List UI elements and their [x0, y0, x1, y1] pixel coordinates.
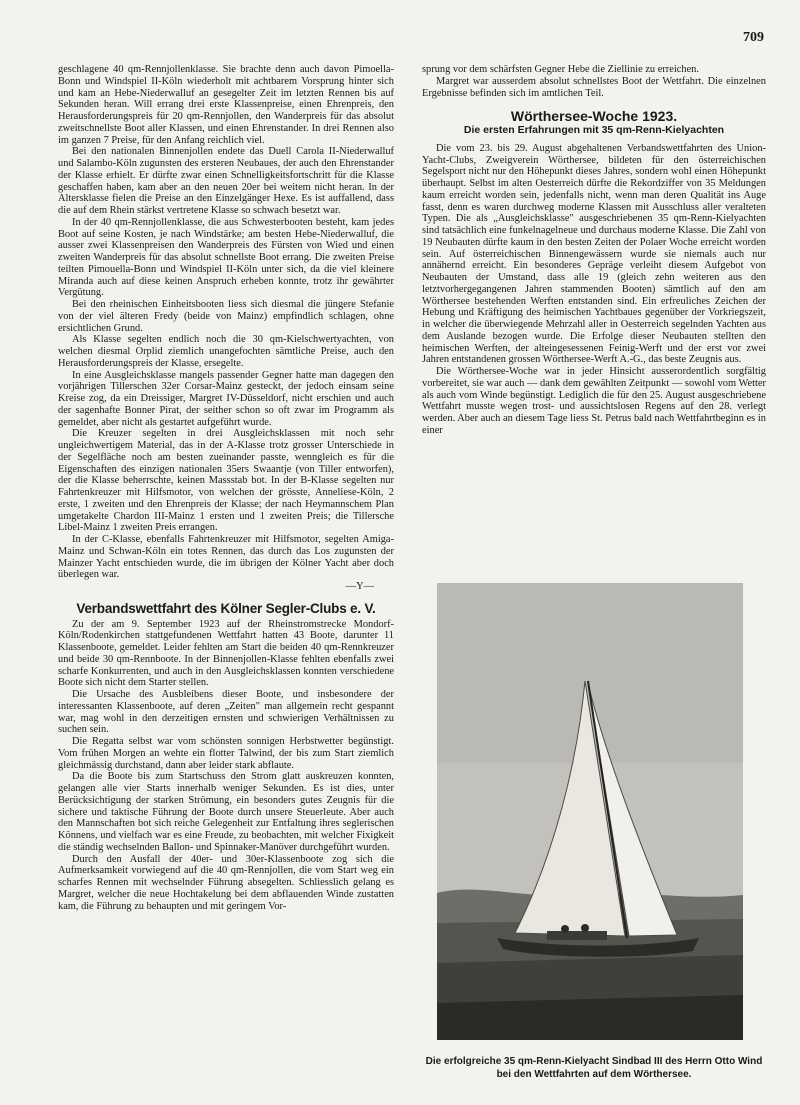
- right-column: [422, 64, 766, 437]
- article-paragraph: Die Ursache des Ausbleibens dieser Boote, und insbesondere der interessanten Klassenboote, auf deren „Zeiten" man allgemein recht gespannt war, mag wohl in den derzeitigen ernsten und schwierigen Verhältnissen zu suchen sein.: [58, 689, 394, 736]
- article-paragraph: Durch den Ausfall der 40er- und 30er-Klassenboote zog sich die Aufmerksamkeit vorwiegend auf die 40 qm-Rennjollen, die vom Start weg ein scharfes Rennen mit wechselnder Führung absegelten. Schliesslich gelang es Margret, welcher die neue Hochtakelung bei dem abflauenden Winde zustatten kam, die Führung zu behaupten und mit geringem Vor-: [58, 853, 394, 912]
- article-paragraph: Die Kreuzer segelten in drei Ausgleichsklassen mit noch sehr ungleichwertigem Material, das in der A-Klasse trotz grosser Unterschiede in der Segelfläche noch am besten zueinander passte, wenngleich es für die Eigenschaften des einzigen nationalen 35ers Swaantje (von Tiller entworfen), der die Klasse beherrschte, keinen Massstab bot. In der B-Klasse segelten nur Fahrtenkreuzer mit Hilfsmotor, von welchen der grösste, Anneliese-Köln, 2 erste, 1 zweiten und den Ehrenpreis der Klasse; der nach Heymannschem Plan umgetakelte Chardon III-Mainz 1 ersten und 1 zweiten Preis; die Tillersche Libel-Mainz 1 zweiten Preis errangen.: [58, 428, 394, 534]
- article-paragraph: sprung vor dem schärfsten Gegner Hebe die Ziellinie zu erreichen.: [422, 64, 699, 75]
- article-paragraph: geschlagene 40 qm-Rennjollenklasse. Sie brachte denn auch davon Pimoella-Bonn und Windspiel II-Köln wiederholt mit achtbarem Vorsprung hinter sich und kam an Hebe-Niederwalluf an gesegelter Zeit im letzten Rennen bis auf Sekunden heran. Will errang drei erste Klassenpreise, einen Ehrenpreis, den Herausforderungspreis für 20 qm-Rennjollen, den Wanderpreis für das absolut zweitschnellste Boot aller Klassen, und einen Ehrenstander. In drei Rennen also im ganzen 7 Preise, für den Anfang reichlich viel.: [58, 64, 394, 146]
- article-paragraph: Bei den rheinischen Einheitsbooten liess sich diesmal die jüngere Stefanie von der viel älteren Fredy (beide von Mainz) empfindlich schlagen, ohne ersichtlichen Grund.: [58, 299, 394, 334]
- article-paragraph: In eine Ausgleichsklasse mangels passender Gegner hatte man dagegen den vorjährigen Tillerschen 32er Corsar-Mainz gesteckt, der jedoch einsam seine Kreise zog, da ein Dreissiger, Margret IV-Düsseldorf, nicht erschien und auch der sagenhafte Bonner Pirat, der seither schon so oft zwar im Programm als gemeldet, aber nicht als gestartet aufgeführt wurde.: [58, 369, 394, 428]
- article-paragraph: Als Klasse segelten endlich noch die 30 qm-Kielschwertyachten, von welchen diesmal Orplid ziemlich unangefochten sämtliche Preise, auch den Herausforderungspreis der Klasse, ersegelte.: [58, 334, 394, 369]
- article-heading: Wörthersee-Woche 1923.: [510, 108, 678, 125]
- section-heading: Verbandswettfahrt des Kölner Segler-Clubs e. V.: [76, 600, 376, 616]
- article-paragraph: In der C-Klasse, ebenfalls Fahrtenkreuzer mit Hilfsmotor, segelten Amiga-Mainz und Schwan-Köln ein totes Rennen, das durch das Los zugunsten der Mainzer Yacht entschieden wurde, die im übrigen der Kölner Yacht aber doch überlegen war.: [58, 534, 394, 581]
- article-paragraph: Da die Boote bis zum Startschuss den Strom glatt auskreuzen konnten, gelangen alle vier Starts innerhalb weniger Sekunden. Es ist dies, unter Berücksichtigung der starken Strömung, ein besonders gutes Zeugnis für die sichere und taktische Führung der Boote durch unsere Steuerleute. Aber auch den Mannschaften bot sich reiche Gelegenheit zur Entfaltung ihres seglerischen Könnens, und vielfach war es eine Freude, zu beobachten, mit welcher Fixigkeit die ständig wechselnden Ballon- und Spinnaker-Manöver durchgeführt wurden.: [58, 771, 394, 853]
- sailboat-photo: [437, 583, 743, 1040]
- author-signature: —Y—: [345, 581, 374, 592]
- article-paragraph: Die vom 23. bis 29. August abgehaltenen Verbandswettfahrten des Union-Yacht-Clubs, Zweigverein Wörthersee, bildeten für den österreichischen Segelsport nicht nur den Höhepunkt dieses Jahres, sondern wohl einen Höhepunkt überhaupt. Selbst im alten Oesterreich dürfte die Rekordziffer von 35 Meldungen kaum erreicht worden sein, jedenfalls nicht, wenn man deren Qualität ins Auge fasst, denn es waren durchweg moderne Klassen mit Ausschluss aller veralteten Typen. Die als „Ausgleichsklasse" ausgeschriebenen 35 qm-Renn-Kielyachten sind tatsächlich eine funkelnagelneue und durchaus moderne Klasse. Die Zahl von 19 Neubauten dürfte kaum in den besten Zeiten der Polaer Woche erreicht worden sein. Auf österreichischen Binnengewässern wurde sie niemals auch nur annähernd erreicht. Ein besonderes Gepräge verleiht diesem Aufgebot von Neubauten der Umstand, dass alle 19 (gleich zehn weiteren aus den letztvorhergegangenen Jahren stammenden Booten) sämtlich auf den am Wörthersee bestehenden Werften entstanden sind. Ein erfreuliches Zeichen der Hebung und Kräftigung des heimischen Yachtbaues gegenüber der Vorkriegszeit, in welcher die überwiegende Mehrzahl aller in Oesterreich segelnden Yachten aus dem Auslande bezogen wurde. Die Erfolge dieser Neubauten stellten den heimischen Werften, der alteingesessenen Feinig-Werft und der erst vor zwei Jahren entstandenen grossen Wörthersee-Werft A.-G., das beste Zeugnis aus.: [422, 142, 766, 366]
- left-column: [58, 64, 394, 912]
- article-subheading: Die ersten Erfahrungen mit 35 qm-Renn-Kielyachten: [463, 124, 725, 136]
- article-paragraph: Zu der am 9. September 1923 auf der Rheinstromstrecke Mondorf-Köln/Rodenkirchen stattgefundenen Wettfahrt hatten 43 Boote, darunter 11 Klassenboote, gemeldet. Leider fehlten am Start die beiden 40 qm-Rennkreuzer und beide 30 qm-Rennboote. In der Binnenjollen-Klasse fehlten ebenfalls zwei scharfe Konkurrenten, und auch in den Ausgleichsklassen konnten verschiedene Boote sich nicht dem Starter stellen.: [58, 618, 394, 689]
- article-paragraph: Bei den nationalen Binnenjollen endete das Duell Carola II-Niederwalluf und Salambo-Köln zugunsten des ersteren Neubaues, der auch den Ehrenstander der Klasse erhielt. Er dürfte zwar einen Schnelligkeitsfortschritt für die Klasse geschaffen haben, kam aber an den neuen 20er bei weitem nicht heran. In der Altersklasse fielen die Preise an den Einzelgänger Hexe. Es ist auffallend, dass die auf dem Rhein stärkst vertretene Klasse so schwach besetzt war.: [58, 146, 394, 216]
- article-paragraph: Margret war ausserdem absolut schnellstes Boot der Wettfahrt. Die einzelnen Ergebnisse befinden sich im amtlichen Teil.: [422, 75, 766, 99]
- page-number: 709: [743, 30, 764, 45]
- photo-caption: Die erfolgreiche 35 qm-Renn-Kielyacht Sindbad III des Herrn Otto Wind bei den Wettfahrten auf dem Wörthersee.: [425, 1056, 763, 1080]
- article-paragraph: In der 40 qm-Rennjollenklasse, die aus Schwesterbooten besteht, kam jedes Boot auf seine Kosten, je nach Windstärke; am besten Hebe-Niederwalluf, die ausser zwei Klassenpreisen den Wanderpreis des Fürsten von Wied und einen zweiten Wanderpreis für das absolut schnellste Boot errang. Die zweiten Preise teilten Pimouella-Bonn und Windspiel II-Köln unter sich, da die viel kleinere Miranda auch auf diese keinen Anspruch erheben konnte, trotz ihr gewährter Vergütung.: [58, 216, 394, 299]
- article-paragraph: Die Wörthersee-Woche war in jeder Hinsicht ausserordentlich sorgfältig vorbereitet, sie war auch — dank dem gewählten Zeitpunkt — sowohl vom Wetter als auch vom Winde begünstigt. Lediglich die für den 25. August ausgeschriebene Wettfahrt musste wegen trost- und aussichtslosen Regens auf den 28. verlegt werden. Aber auch an diesem Tage liess St. Petrus bald nach Wettfahrtbeginn es in einer: [422, 366, 766, 436]
- article-paragraph: Die Regatta selbst war vom schönsten sonnigen Herbstwetter begünstigt. Vom frühen Morgen an wehte ein flotter Talwind, der bis zum Start ziemlich gleichmässig durchstand, dann aber leider stark abflaute.: [58, 736, 394, 771]
